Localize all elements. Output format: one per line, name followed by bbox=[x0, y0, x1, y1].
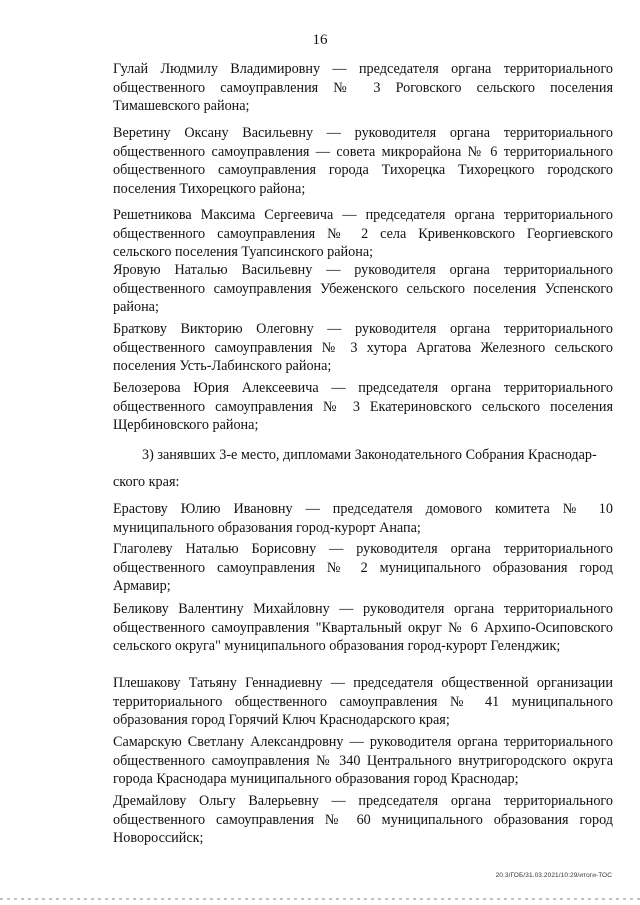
paragraph-gulay: Гулай Людмилу Владимировну — председателя органа территориального общественного самоуправления № 3 Роговского сельского поселения Тимашевского района; bbox=[113, 61, 613, 115]
paragraph-belikova: Беликову Валентину Михайловну — руководителя органа территориального общественного самоуправления "Квартальный округ № 6 Архипо-Осиповского сельского округа" муниципального образования город-курорт Геленджик; bbox=[113, 601, 613, 655]
paragraph-dremaylova: Дремайлову Ольгу Валерьевну — председателя органа территориального общественного самоуправления № 60 муниципального образования город Новороссийск; bbox=[113, 793, 613, 847]
paragraph-bratkova: Браткову Викторию Олеговну — руководителя органа территориального общественного самоуправления № 3 хутора Аргатова Железного сельского поселения Усть-Лабинского района; bbox=[113, 321, 613, 375]
item-3-heading: 3) занявших 3-е место, дипломами Законодательного Собрания Краснодар- bbox=[142, 447, 597, 463]
paragraph-veretina: Веретину Оксану Васильевну — руководителя органа территориального общественного самоуправления — совета микрорайона № 6 территориального общественного самоуправления города Тихорецка Тихорецкого городского поселения Тихорецкого района; bbox=[113, 125, 613, 198]
scan-edge-divider bbox=[0, 898, 640, 900]
paragraph-samarskaya: Самарскую Светлану Александровну — руководителя органа территориального общественного самоуправления № 340 Центрального внутригородского округа города Краснодара муниципального образования город Краснодар; bbox=[113, 734, 613, 788]
item-3-heading-continuation: ского края: bbox=[113, 474, 180, 490]
paragraph-erastova: Ерастову Юлию Ивановну — председателя домового комитета № 10 муниципального образования город-курорт Анапа; bbox=[113, 501, 613, 536]
page-number: 16 bbox=[312, 32, 328, 48]
document-footer-code: 20.3/ГОБ/31.03.2021/10:29/итоги-ТОС bbox=[495, 872, 612, 879]
paragraph-yarovaya: Яровую Наталью Васильевну — руководителя органа территориального общественного самоуправления Убеженского сельского поселения Успенского района; bbox=[113, 262, 613, 316]
paragraph-pleshakova: Плешакову Татьяну Геннадиевну — председателя общественной организации территориального общественного самоуправления № 41 муниципального образования город Горячий Ключ Краснодарского края; bbox=[113, 675, 613, 729]
paragraph-belozerov: Белозерова Юрия Алексеевича — председателя органа территориального общественного самоуправления № 3 Екатериновского сельского поселения Щербиновского района; bbox=[113, 380, 613, 434]
paragraph-reshetnikov: Решетникова Максима Сергеевича — председателя органа территориального общественного самоуправления № 2 села Кривенковского Георгиевского сельского поселения Туапсинского района; bbox=[113, 207, 613, 261]
paragraph-glagoleva: Глаголеву Наталью Борисовну — руководителя органа территориального общественного самоуправления № 2 муниципального образования город Армавир; bbox=[113, 541, 613, 595]
